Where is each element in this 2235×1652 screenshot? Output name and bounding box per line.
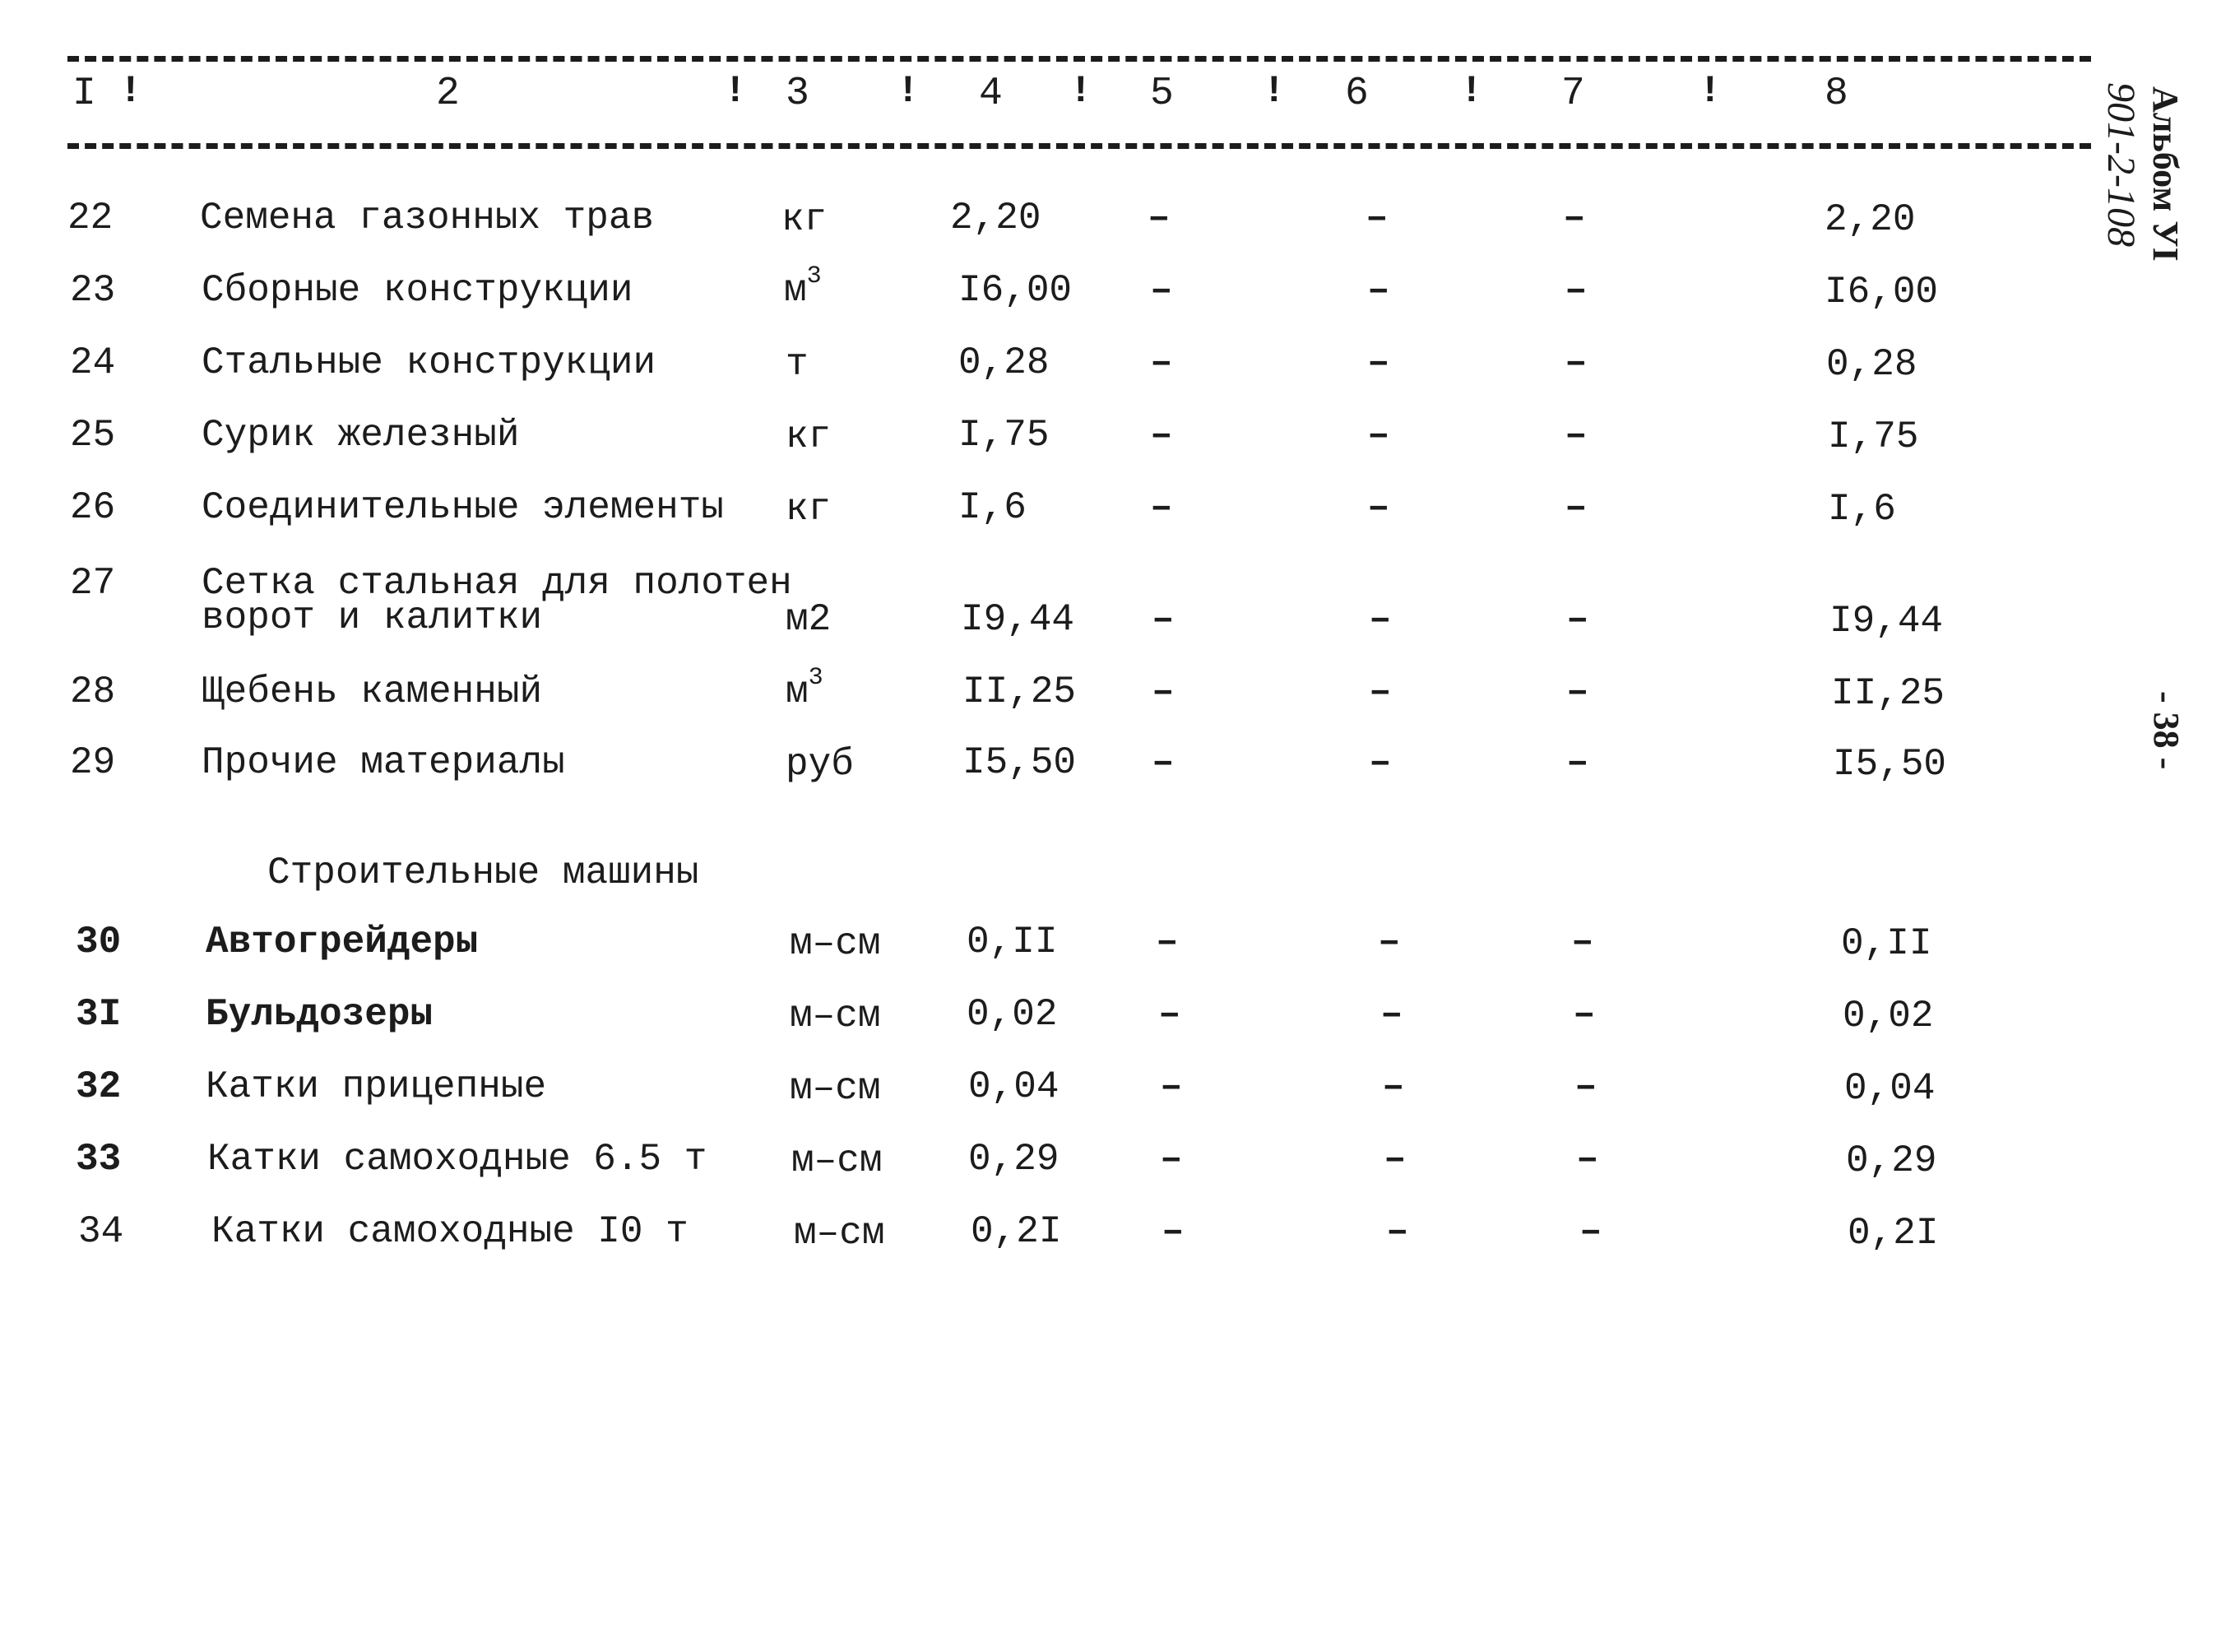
row-value-col5: – [1160, 1065, 1183, 1108]
header-separator: ! [897, 70, 920, 113]
header-separator: ! [1460, 70, 1483, 113]
row-unit: $м^3$ [784, 262, 822, 312]
row-unit: м–см [790, 1067, 881, 1110]
row-value-col8: I9,44 [1829, 600, 1944, 643]
row-value-col7: – [1571, 921, 1594, 963]
row-value-col4: I,6 [958, 486, 1027, 529]
row-unit: кг [781, 198, 828, 241]
row-value-col7: – [1565, 414, 1588, 457]
row-value-col5: – [1150, 414, 1173, 457]
row-name: Сетка стальная для полотен [202, 562, 792, 605]
row-value-col8: 0,28 [1826, 343, 1917, 386]
header-col-6: 6 [1345, 72, 1369, 116]
margin-page-number [2141, 691, 2191, 839]
row-name: Бульдозеры [206, 993, 434, 1036]
row-value-col8: I6,00 [1825, 271, 1939, 313]
row-name: Сборные конструкции [202, 269, 633, 312]
row-value-col5: – [1152, 741, 1175, 784]
row-value-col6: – [1384, 1138, 1407, 1181]
row-value-col5: – [1150, 341, 1173, 384]
row-number: 25 [70, 414, 116, 457]
row-value-col6: – [1386, 1210, 1409, 1253]
row-name: Стальные конструкции [202, 341, 656, 384]
row-value-col6: – [1367, 341, 1390, 384]
row-value-col8: 0,02 [1843, 995, 1934, 1037]
row-value-col5: – [1148, 197, 1171, 239]
row-number: 24 [70, 341, 116, 384]
row-value-col7: – [1563, 197, 1586, 239]
header-col-2: 2 [436, 72, 460, 116]
row-value-col4: I6,00 [958, 269, 1073, 312]
row-value-col6: – [1366, 197, 1389, 239]
row-name: Катки прицепные [206, 1065, 547, 1108]
row-value-col4: 0,28 [958, 341, 1050, 384]
row-value-col7: – [1576, 1138, 1599, 1181]
row-unit: т [786, 343, 809, 386]
row-value-col8: II,25 [1831, 672, 1945, 715]
header-top-rule [67, 56, 2091, 62]
row-value-col4: I,75 [958, 414, 1050, 457]
row-value-col4: 0,04 [968, 1065, 1060, 1108]
row-name: Автогрейдеры [206, 921, 479, 963]
row-name-continuation: ворот и калитки [202, 596, 543, 639]
row-value-col5: – [1152, 671, 1175, 713]
row-value-col6: – [1367, 414, 1390, 457]
header-separator: ! [1699, 70, 1722, 113]
row-value-col7: – [1565, 341, 1588, 384]
row-value-col4: 0,02 [967, 993, 1058, 1036]
header-separator: ! [1263, 70, 1286, 113]
header-col-4: 4 [979, 72, 1003, 116]
header-separator: ! [724, 70, 747, 113]
row-value-col8: I,75 [1828, 415, 1919, 458]
row-value-col7: – [1579, 1210, 1602, 1253]
header-col-7: 7 [1561, 72, 1585, 116]
header-separator: ! [1069, 70, 1092, 113]
album-text: Альбом УI [2145, 86, 2186, 262]
code-text: 901-2-108 [2099, 82, 2143, 247]
row-value-col4: I5,50 [962, 741, 1077, 784]
row-value-col6: – [1369, 598, 1392, 641]
row-value-col6: – [1380, 993, 1403, 1036]
header-separator: ! [119, 70, 142, 113]
section-title: Строительные машины [267, 852, 699, 894]
row-unit: м–см [790, 922, 881, 965]
row-unit: м–см [794, 1212, 885, 1255]
row-value-col4: 2,20 [950, 197, 1041, 239]
row-name: Щебень каменный [202, 671, 543, 713]
row-value-col6: – [1369, 741, 1392, 784]
row-value-col8: 0,2I [1848, 1212, 1939, 1255]
row-value-col6: – [1369, 671, 1392, 713]
row-value-col7: – [1566, 741, 1589, 784]
row-value-col4: II,25 [962, 671, 1077, 713]
header-bottom-rule [67, 143, 2091, 149]
row-value-col5: – [1162, 1210, 1185, 1253]
row-value-col8: 0,04 [1844, 1067, 1936, 1110]
row-number: 28 [70, 671, 116, 713]
row-value-col5: – [1156, 921, 1179, 963]
row-unit: м–см [790, 995, 881, 1037]
row-value-col7: – [1566, 671, 1589, 713]
row-value-col7: – [1565, 486, 1588, 529]
row-value-col7: – [1574, 1065, 1597, 1108]
page-number-text: - 38 - [2146, 691, 2186, 770]
row-value-col8: 2,20 [1825, 198, 1916, 241]
row-number: 23 [70, 269, 116, 312]
row-unit: $м^3$ [786, 664, 823, 713]
row-number: 3I [76, 993, 122, 1036]
row-name: Катки самоходные I0 т [211, 1210, 689, 1253]
row-value-col7: – [1573, 993, 1596, 1036]
row-number: 27 [70, 562, 116, 605]
row-value-col5: – [1152, 598, 1175, 641]
row-value-col6: – [1378, 921, 1401, 963]
row-unit: кг [786, 415, 832, 458]
row-value-col8: I5,50 [1833, 743, 1947, 786]
row-value-col6: – [1367, 269, 1390, 312]
margin-code [2096, 82, 2145, 378]
row-number: 26 [70, 486, 116, 529]
row-number: 32 [76, 1065, 122, 1108]
row-number: 22 [67, 197, 114, 239]
row-unit: руб [786, 743, 854, 786]
row-name: Сурик железный [202, 414, 520, 457]
header-col-3: 3 [786, 72, 809, 116]
header-col-1: I [72, 72, 96, 116]
row-unit: м–см [791, 1139, 883, 1182]
row-unit: кг [786, 488, 832, 531]
row-name: Семена газонных трав [200, 197, 655, 239]
row-value-col8: 0,29 [1846, 1139, 1937, 1182]
header-col-8: 8 [1825, 72, 1848, 116]
row-value-col6: – [1382, 1065, 1405, 1108]
row-value-col5: – [1160, 1138, 1183, 1181]
row-number: 30 [76, 921, 122, 963]
margin-album-label [2139, 86, 2188, 333]
row-unit: м2 [786, 598, 832, 641]
row-name: Прочие материалы [202, 741, 565, 784]
row-value-col8: I,6 [1828, 488, 1896, 531]
row-number: 33 [76, 1138, 122, 1181]
header-col-5: 5 [1150, 72, 1174, 116]
row-value-col4: I9,44 [961, 598, 1075, 641]
row-value-col5: – [1150, 269, 1173, 312]
row-number: 34 [78, 1210, 124, 1253]
row-value-col7: – [1565, 269, 1588, 312]
row-number: 29 [70, 741, 116, 784]
row-name: Соединительные элементы [202, 486, 724, 529]
row-value-col4: 0,II [967, 921, 1058, 963]
row-value-col4: 0,29 [968, 1138, 1060, 1181]
row-value-col5: – [1158, 993, 1181, 1036]
row-name: Катки самоходные 6.5 т [207, 1138, 707, 1181]
row-value-col8: 0,II [1841, 922, 1932, 965]
row-value-col4: 0,2I [971, 1210, 1062, 1253]
row-value-col5: – [1150, 486, 1173, 529]
row-value-col7: – [1566, 598, 1589, 641]
row-value-col6: – [1367, 486, 1390, 529]
